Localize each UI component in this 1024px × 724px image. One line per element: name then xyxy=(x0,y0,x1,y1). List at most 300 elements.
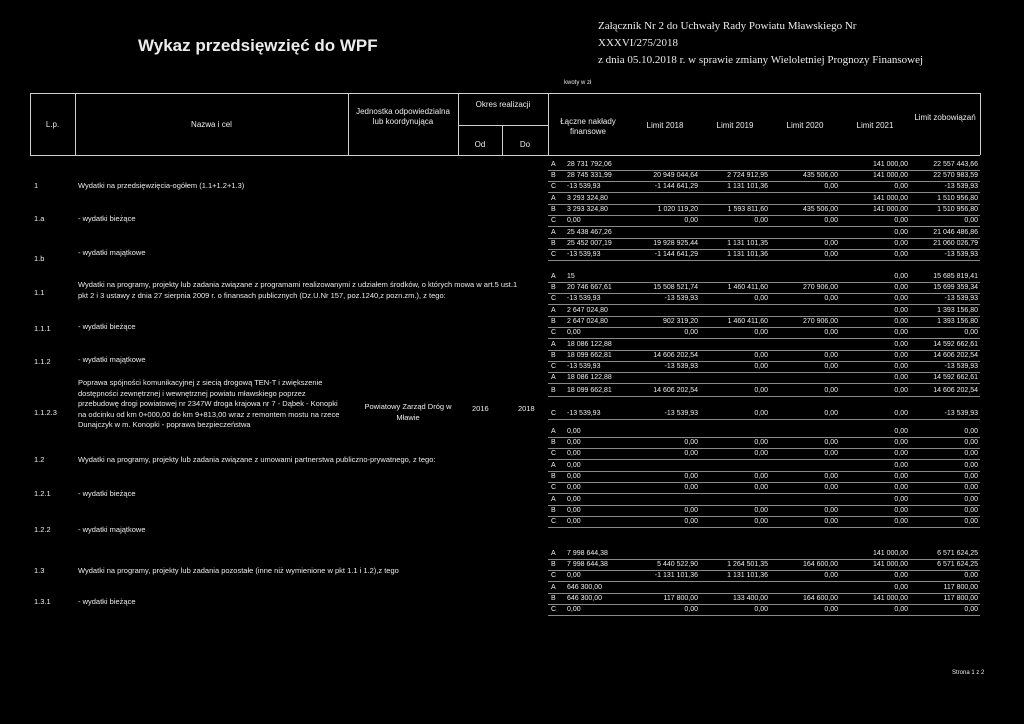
table-cell: 14 592 662,61 xyxy=(933,374,978,381)
table-cell: 0,00 xyxy=(894,428,908,435)
table-cell: 20 949 044,64 xyxy=(653,172,698,179)
table-cell: 0,00 xyxy=(754,295,768,302)
header-bottom-line xyxy=(30,155,980,156)
table-cell: 0,00 xyxy=(824,329,838,336)
table-cell: 0,00 xyxy=(824,439,838,446)
row-line xyxy=(548,615,980,616)
table-cell: 18 099 662,81 xyxy=(567,352,612,359)
table-cell: 28 731 792,06 xyxy=(567,161,612,168)
table-cell: -13 539,93 xyxy=(664,363,698,370)
table-cell xyxy=(630,461,698,471)
table-cell: 1 131 101,35 xyxy=(727,240,768,247)
table-cell xyxy=(700,583,768,593)
table-cell: 117 800,00 xyxy=(943,595,978,602)
table-cell xyxy=(770,228,838,238)
header-limit-2019: Limit 2019 xyxy=(716,121,754,130)
table-cell: 1 131 101,36 xyxy=(727,251,768,258)
annex-line-1: Załącznik Nr 2 do Uchwały Rady Powiatu Mławskiego Nr XXXVI/275/2018 xyxy=(598,20,857,49)
table-cell: 141 000,00 xyxy=(872,195,908,202)
table-cell: 435 506,00 xyxy=(802,206,838,213)
table-cell: 0,00 xyxy=(567,572,581,579)
table-cell: 0,00 xyxy=(894,295,908,302)
row-type: B xyxy=(551,284,556,291)
table-cell xyxy=(630,583,698,593)
table-cell xyxy=(700,495,768,505)
table-cell: 164 600,00 xyxy=(802,595,838,602)
table-cell: 0,00 xyxy=(894,484,908,491)
table-cell: 0,00 xyxy=(754,387,768,394)
table-cell: 0,00 xyxy=(894,374,908,381)
table-cell xyxy=(700,340,768,350)
row-type: C xyxy=(551,251,557,258)
row-number: 1.3.1 xyxy=(34,597,51,606)
table-cell: 3 293 324,80 xyxy=(567,206,608,213)
table-cell: 0,00 xyxy=(567,217,581,224)
page-number: Strona 1 z 2 xyxy=(952,670,985,676)
table-cell: 141 000,00 xyxy=(872,561,908,568)
table-cell: 0,00 xyxy=(754,217,768,224)
table-cell: 0,00 xyxy=(894,450,908,457)
table-cell xyxy=(630,427,698,437)
table-cell: 141 000,00 xyxy=(872,550,908,557)
row-type: A xyxy=(551,229,556,236)
table-cell: 0,00 xyxy=(964,462,978,469)
table-cell: 0,00 xyxy=(894,507,908,514)
row-line xyxy=(548,192,980,193)
table-cell: 0,00 xyxy=(824,183,838,190)
table-cell: 3 293 324,80 xyxy=(567,195,608,202)
table-cell: 15 xyxy=(567,273,575,280)
table-cell xyxy=(770,272,838,282)
table-cell: 1 593 811,60 xyxy=(727,206,768,213)
table-cell: -13 539,93 xyxy=(944,363,978,370)
table-cell: 0,00 xyxy=(964,439,978,446)
table-cell: 0,00 xyxy=(567,507,581,514)
table-cell: 2 647 024,80 xyxy=(567,307,608,314)
table-cell: 0,00 xyxy=(567,329,581,336)
table-cell: 0,00 xyxy=(684,484,698,491)
row-name: Wydatki na programy, projekty lub zadania związane z umowami partnerstwa publiczno-prywatnego, z tego: xyxy=(78,455,436,464)
row-number: 1.1.2.3 xyxy=(34,408,57,417)
table-cell: -13 539,93 xyxy=(664,410,698,417)
table-cell: -13 539,93 xyxy=(567,410,601,417)
annex-header xyxy=(598,18,928,69)
table-cell: 6 571 624,25 xyxy=(937,550,978,557)
row-number: 1.1.2 xyxy=(34,357,51,366)
table-cell: 0,00 xyxy=(964,450,978,457)
row-line xyxy=(548,581,980,582)
row-type: B xyxy=(551,352,556,359)
table-cell: 0,00 xyxy=(567,439,581,446)
table-cell xyxy=(630,549,698,559)
table-cell: 18 099 662,81 xyxy=(567,387,612,394)
unit-label: kwoty w zł xyxy=(564,80,592,86)
table-cell: 0,00 xyxy=(894,496,908,503)
row-line xyxy=(548,383,980,384)
row-type: C xyxy=(551,295,557,302)
row-line xyxy=(548,527,980,528)
table-cell: 21 046 486,86 xyxy=(933,229,978,236)
row-number: 1 xyxy=(34,181,39,190)
table-cell: 0,00 xyxy=(567,496,581,503)
table-cell: 0,00 xyxy=(964,507,978,514)
table-cell: 5 440 522,90 xyxy=(657,561,698,568)
table-cell: 14 606 202,54 xyxy=(653,352,698,359)
row-type: A xyxy=(551,462,556,469)
table-cell: -13 539,93 xyxy=(567,363,601,370)
table-cell: 0,00 xyxy=(894,439,908,446)
table-cell: 117 800,00 xyxy=(943,584,978,591)
table-cell: 0,00 xyxy=(824,572,838,579)
table-cell xyxy=(630,228,698,238)
table-cell: 0,00 xyxy=(754,363,768,370)
table-cell: 20 746 667,61 xyxy=(567,284,612,291)
table-cell: 0,00 xyxy=(824,450,838,457)
row-number: 1.2.2 xyxy=(34,525,51,534)
row-name: Poprawa spójności komunikacyjnej z siecią drogową TEN-T i zwiększenie dostępności zewnętrznej i wewnętrznej powiatu mławskiego poprzez przebudowę drogi powiatowej nr 2347W droga krajowa nr 7 - Dąbek - Konopki na odcinku od km 0+000,00 do km 9+813,00 wraz z remontem mostu na rzece Dunajczyk w m. Konopki - poprawa bezpieczeństwa xyxy=(78,378,340,429)
table-cell: 0,00 xyxy=(894,462,908,469)
table-cell xyxy=(630,340,698,350)
table-cell: 0,00 xyxy=(824,473,838,480)
table-cell: 0,00 xyxy=(964,428,978,435)
table-cell: 0,00 xyxy=(754,507,768,514)
table-cell: 6 571 624,25 xyxy=(937,561,978,568)
row-type: A xyxy=(551,161,556,168)
table-cell: 0,00 xyxy=(964,217,978,224)
table-cell: 0,00 xyxy=(824,363,838,370)
table-cell: 19 928 925,44 xyxy=(653,240,698,247)
table-cell: 0,00 xyxy=(894,572,908,579)
row-type: A xyxy=(551,496,556,503)
table-cell: 0,00 xyxy=(964,484,978,491)
table-cell: 141 000,00 xyxy=(872,206,908,213)
period-to: 2018 xyxy=(518,404,535,413)
table-cell: 15 508 521,74 xyxy=(653,284,698,291)
period-divider xyxy=(458,125,548,126)
table-cell: 22 557 443,66 xyxy=(933,161,978,168)
row-line xyxy=(548,338,980,339)
row-type: B xyxy=(551,387,556,394)
table-cell: 0,00 xyxy=(824,518,838,525)
table-cell: 0,00 xyxy=(894,240,908,247)
header-top-line xyxy=(30,93,980,94)
table-cell: 25 452 007,19 xyxy=(567,240,612,247)
table-cell: -1 144 641,29 xyxy=(654,251,698,258)
row-name: - wydatki majątkowe xyxy=(78,525,146,534)
table-cell: 1 131 101,36 xyxy=(727,572,768,579)
row-number: 1.1.1 xyxy=(34,324,51,333)
table-cell: 18 086 122,88 xyxy=(567,374,612,381)
row-name: - wydatki majątkowe xyxy=(78,248,146,257)
table-cell: 1 264 501,35 xyxy=(727,561,768,568)
table-cell: 0,00 xyxy=(684,439,698,446)
table-cell: 0,00 xyxy=(754,329,768,336)
table-cell: 0,00 xyxy=(684,507,698,514)
table-cell: 0,00 xyxy=(894,341,908,348)
table-cell: 14 606 202,54 xyxy=(933,352,978,359)
row-type: C xyxy=(551,329,557,336)
table-cell xyxy=(700,194,768,204)
row-type: A xyxy=(551,428,556,435)
table-cell: 0,00 xyxy=(894,217,908,224)
row-line xyxy=(548,493,980,494)
table-cell xyxy=(630,373,698,383)
table-cell: 2 724 912,95 xyxy=(727,172,768,179)
table-cell: 0,00 xyxy=(754,410,768,417)
header-limit-2020: Limit 2020 xyxy=(786,121,824,130)
table-cell: 0,00 xyxy=(684,473,698,480)
row-type: A xyxy=(551,374,556,381)
row-name: - wydatki bieżące xyxy=(78,322,136,331)
table-cell: 7 998 644,38 xyxy=(567,550,608,557)
row-line xyxy=(548,304,980,305)
table-cell xyxy=(770,427,838,437)
header-from: Od xyxy=(474,140,486,149)
table-cell: 1 393 156,80 xyxy=(937,307,978,314)
table-cell xyxy=(700,228,768,238)
table-cell xyxy=(700,306,768,316)
table-cell: 0,00 xyxy=(754,439,768,446)
table-cell xyxy=(770,340,838,350)
row-line xyxy=(548,226,980,227)
table-cell: 0,00 xyxy=(754,450,768,457)
header-period: Okres realizacji xyxy=(475,100,531,109)
table-cell: 270 906,00 xyxy=(802,318,838,325)
table-cell: 0,00 xyxy=(894,387,908,394)
row-type: A xyxy=(551,195,556,202)
table-cell xyxy=(770,373,838,383)
table-cell: 0,00 xyxy=(684,329,698,336)
header-limit-2018: Limit 2018 xyxy=(646,121,684,130)
row-type: B xyxy=(551,561,556,568)
row-type: B xyxy=(551,595,556,602)
row-type: A xyxy=(551,307,556,314)
row-number: 1.a xyxy=(34,214,45,223)
table-cell: 0,00 xyxy=(964,518,978,525)
table-cell: 0,00 xyxy=(824,217,838,224)
table-cell: 0,00 xyxy=(894,584,908,591)
table-cell: 0,00 xyxy=(824,484,838,491)
table-cell: 0,00 xyxy=(894,606,908,613)
table-cell: 2 647 024,80 xyxy=(567,318,608,325)
table-cell xyxy=(770,160,838,170)
table-cell: -1 144 641,29 xyxy=(654,183,698,190)
table-cell: 141 000,00 xyxy=(872,595,908,602)
table-cell xyxy=(630,272,698,282)
table-cell xyxy=(770,306,838,316)
table-cell: 15 699 359,34 xyxy=(933,284,978,291)
table-cell xyxy=(700,427,768,437)
table-cell: -13 539,93 xyxy=(944,183,978,190)
table-cell: 0,00 xyxy=(824,251,838,258)
table-cell: 0,00 xyxy=(567,606,581,613)
table-cell: -13 539,93 xyxy=(567,251,601,258)
row-line xyxy=(548,459,980,460)
table-cell: -13 539,93 xyxy=(944,251,978,258)
row-number: 1.2.1 xyxy=(34,489,51,498)
row-type: B xyxy=(551,206,556,213)
row-type: C xyxy=(551,518,557,525)
table-cell: 0,00 xyxy=(684,518,698,525)
table-cell: 1 510 956,80 xyxy=(937,195,978,202)
table-cell: 14 606 202,54 xyxy=(653,387,698,394)
table-cell: 14 606 202,54 xyxy=(933,387,978,394)
row-name: - wydatki bieżące xyxy=(78,489,136,498)
table-cell: 1 510 956,80 xyxy=(937,206,978,213)
row-number: 1.b xyxy=(34,254,45,263)
table-cell: 0,00 xyxy=(894,307,908,314)
table-cell: 0,00 xyxy=(964,606,978,613)
table-cell: 141 000,00 xyxy=(872,172,908,179)
table-cell: 7 998 644,38 xyxy=(567,561,608,568)
table-cell: 0,00 xyxy=(824,410,838,417)
row-type: C xyxy=(551,450,557,457)
table-cell xyxy=(770,583,838,593)
table-cell: 1 393 156,80 xyxy=(937,318,978,325)
table-cell: 646 300,00 xyxy=(567,595,603,602)
row-line xyxy=(548,419,980,420)
table-cell: -1 131 101,36 xyxy=(654,572,698,579)
row-type: C xyxy=(551,217,557,224)
table-cell: 141 000,00 xyxy=(872,161,908,168)
table-cell xyxy=(700,373,768,383)
header-unit: Jednostka odpowiedzialna lub koordynująca xyxy=(356,107,450,126)
row-type: C xyxy=(551,484,557,491)
table-cell xyxy=(630,306,698,316)
table-cell: 0,00 xyxy=(894,183,908,190)
table-cell: 1 131 101,36 xyxy=(727,183,768,190)
table-cell xyxy=(630,495,698,505)
table-cell: 0,00 xyxy=(684,217,698,224)
row-line xyxy=(548,260,980,261)
table-cell: 0,00 xyxy=(567,462,581,469)
col-divider xyxy=(980,93,981,155)
table-cell: 270 906,00 xyxy=(802,284,838,291)
row-name: - wydatki bieżące xyxy=(78,597,136,606)
page-title: Wykaz przedsięwzięć do WPF xyxy=(138,36,378,55)
table-cell: 15 685 819,41 xyxy=(933,273,978,280)
table-cell: 1 460 411,60 xyxy=(727,318,768,325)
header-lp: L.p. xyxy=(45,120,60,129)
table-cell xyxy=(700,461,768,471)
row-name: Wydatki na programy, projekty lub zadania związane z programami realizowanymi z udziałem środków, o których mowa w art.5 ust.1 pkt 2 i 3 ustawy z dnia 27 sierpnia 2009 r. o finansach publicznych (Dz.U.Nr 157, poz.1240,z pozn.zm.), z tego: xyxy=(78,280,518,300)
col-divider xyxy=(548,93,549,155)
row-type: A xyxy=(551,273,556,280)
table-cell: 0,00 xyxy=(824,295,838,302)
table-cell: 0,00 xyxy=(684,450,698,457)
col-divider xyxy=(348,93,349,155)
row-type: B xyxy=(551,439,556,446)
table-cell: 1 460 411,60 xyxy=(727,284,768,291)
period-from: 2016 xyxy=(472,404,489,413)
row-type: B xyxy=(551,473,556,480)
table-cell: 902 319,20 xyxy=(662,318,698,325)
header-limit-2021: Limit 2021 xyxy=(856,121,894,130)
table-cell: 0,00 xyxy=(894,410,908,417)
table-cell: -13 539,93 xyxy=(567,295,601,302)
row-type: B xyxy=(551,172,556,179)
table-cell: 0,00 xyxy=(824,240,838,247)
responsible-unit: Powiatowy Zarząd Dróg w Mławie xyxy=(364,402,452,422)
table-cell: 0,00 xyxy=(894,284,908,291)
table-cell xyxy=(770,549,838,559)
table-cell: 0,00 xyxy=(894,273,908,280)
table-cell: 0,00 xyxy=(894,518,908,525)
table-cell: 0,00 xyxy=(894,473,908,480)
table-cell: 0,00 xyxy=(567,473,581,480)
row-type: B xyxy=(551,507,556,514)
table-cell: 0,00 xyxy=(964,496,978,503)
table-cell xyxy=(630,194,698,204)
table-cell: 164 600,00 xyxy=(802,561,838,568)
row-line xyxy=(548,396,980,397)
table-cell xyxy=(700,160,768,170)
table-cell xyxy=(770,495,838,505)
row-type: A xyxy=(551,341,556,348)
table-cell: 22 570 983,59 xyxy=(933,172,978,179)
table-cell xyxy=(700,549,768,559)
header-limit-obligations: Limit zobowiązań xyxy=(914,113,976,122)
row-name: - wydatki majątkowe xyxy=(78,355,146,364)
table-cell: 117 800,00 xyxy=(663,595,698,602)
table-cell xyxy=(630,160,698,170)
row-type: A xyxy=(551,550,556,557)
row-number: 1.2 xyxy=(34,455,45,464)
annex-line-2: z dnia 05.10.2018 r. w sprawie zmiany Wieloletniej Prognozy Finansowej xyxy=(598,54,924,66)
row-type: C xyxy=(551,410,557,417)
header-total: Łączne nakłady finansowe xyxy=(560,117,616,136)
table-cell: 0,00 xyxy=(964,572,978,579)
table-cell: 0,00 xyxy=(964,329,978,336)
header-to: Do xyxy=(519,140,531,149)
table-cell: 0,00 xyxy=(754,352,768,359)
table-cell: -13 539,93 xyxy=(944,295,978,302)
header-name: Nazwa i cel xyxy=(191,120,232,129)
table-cell: 0,00 xyxy=(824,606,838,613)
table-cell: -13 539,93 xyxy=(664,295,698,302)
row-type: C xyxy=(551,572,557,579)
table-cell: 133 400,00 xyxy=(732,595,768,602)
row-type: C xyxy=(551,183,557,190)
row-number: 1.1 xyxy=(34,288,45,297)
table-cell: 0,00 xyxy=(567,428,581,435)
table-cell: 0,00 xyxy=(754,606,768,613)
row-name: Wydatki na programy, projekty lub zadania pozostałe (inne niż wymienione w pkt 1.1 i 1.2),z tego xyxy=(78,566,399,575)
row-type: C xyxy=(551,363,557,370)
table-cell: 18 086 122,88 xyxy=(567,341,612,348)
row-type: B xyxy=(551,240,556,247)
table-cell: 0,00 xyxy=(824,507,838,514)
table-cell: 0,00 xyxy=(894,251,908,258)
table-cell: 1 020 119,20 xyxy=(657,206,698,213)
table-cell xyxy=(770,461,838,471)
table-cell: 0,00 xyxy=(754,518,768,525)
table-cell xyxy=(700,272,768,282)
table-cell: 0,00 xyxy=(894,352,908,359)
row-number: 1.3 xyxy=(34,566,45,575)
table-cell: 25 438 467,26 xyxy=(567,229,612,236)
table-cell: 0,00 xyxy=(894,318,908,325)
table-cell: 0,00 xyxy=(824,352,838,359)
table-cell: 0,00 xyxy=(567,450,581,457)
row-type: B xyxy=(551,318,556,325)
table-cell: -13 539,93 xyxy=(944,410,978,417)
row-type: C xyxy=(551,606,557,613)
table-cell: 28 745 331,99 xyxy=(567,172,612,179)
table-cell: 0,00 xyxy=(894,229,908,236)
table-cell: 435 506,00 xyxy=(802,172,838,179)
table-cell: 0,00 xyxy=(824,387,838,394)
